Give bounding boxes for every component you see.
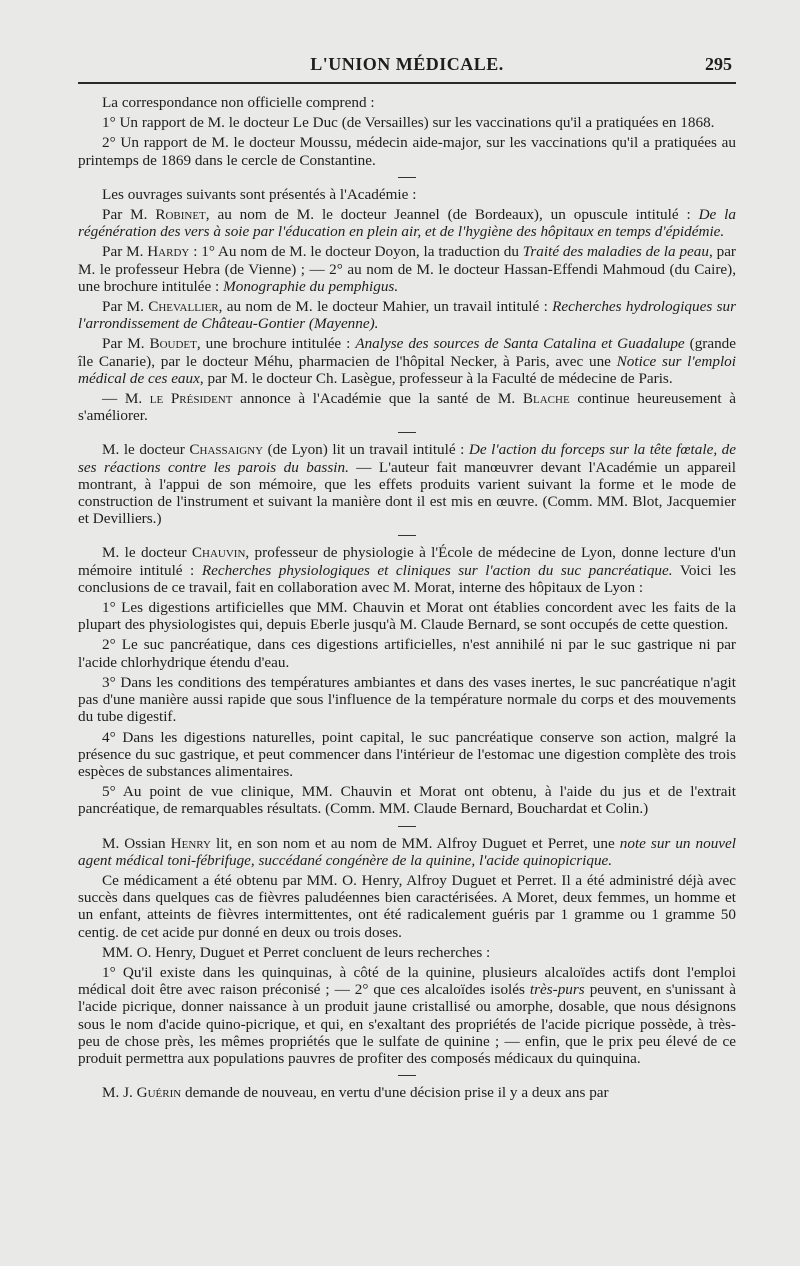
section-separator <box>398 535 416 536</box>
paragraph: MM. O. Henry, Duguet et Perret concluent de leurs recherches : <box>102 943 491 961</box>
body-text <box>78 94 736 1101</box>
work-title: Recherches hydrologiques sur l'arrondissement de Château-Gontier (Mayenne). <box>78 298 736 333</box>
author-name: Boudet <box>149 335 197 353</box>
paragraph: 4° Dans les digestions naturelles, point capital, le suc pancréatique conserve son action, malgré la présence du suc gastrique, et peut commencer dans l'intérieur de l'estomac une digestion complète des trois espèces de substances alimentaires. <box>78 728 736 780</box>
author-name: Chevallier <box>148 298 219 316</box>
paragraph: M. le docteur Chauvin, professeur de physiologie à l'École de médecine de Lyon, donne lecture d'un mémoire intitulé : Recherches physiologiques et cliniques sur l'action du suc pancréatique. Voici les conclusions de ce travail, fait en collaboration avec M. Morat, interne des hôpitaux de Lyon : <box>78 544 736 596</box>
paragraph: 1° Qu'il existe dans les quinquinas, à côté de la quinine, plusieurs alcaloïdes actifs dont l'emploi médical doit être avec raison préconisé ; — 2° que ces alcaloïdes isolés très-purs peuvent, en s'unissant à l'acide picrique, donner naissance à un produit jaune cristallisé ou amorphe, dosable, que nous désignons sous le nom d'acide quino-picrique, et qui, en s'exaltant des propriétés de l'acide picrique possède, à très-peu de chose près, les mêmes propriétés que le sulfate de quinine ; — enfin, que le prix peu élevé de ce produit permettra aux populations pauvres de profiter des composés médicaux du quinquina. <box>78 963 736 1067</box>
paragraph: M. Ossian Henry lit, en son nom et au nom de MM. Alfroy Duguet et Perret, une note sur un nouvel agent médical toni-fébrifuge, succédané congénère de la quinine, l'acide quinopicrique. <box>78 834 737 869</box>
author-name: Chassaigny <box>189 441 264 459</box>
paragraph: M. J. Guérin demande de nouveau, en vertu d'une décision prise il y a deux ans par <box>102 1084 609 1102</box>
paragraph: Les ouvrages suivants sont présentés à l'Académie : <box>102 185 417 203</box>
work-title: Analyse des sources de Santa Catalina et Guadalupe <box>355 335 685 353</box>
paragraph: 2° Un rapport de M. le docteur Moussu, médecin aide-major, sur les vaccinations qu'il a pratiquées au printemps de 1869 dans le cercle de Constantine. <box>78 134 736 169</box>
author-name: le Président <box>149 390 233 408</box>
author-name: Hardy <box>147 243 190 261</box>
paragraph: Par M. Boudet, une brochure intitulée : Analyse des sources de Santa Catalina et Guadalupe (grande île Canarie), par le docteur Méhu, pharmacien de l'hôpital Necker, à Paris, avec une Notice sur l'emploi médical de ces eaux, par M. le docteur Ch. Lasègue, professeur à la Faculté de médecine de Paris. <box>78 335 737 387</box>
paragraph: Par M. Robinet, au nom de M. le docteur Jeannel (de Bordeaux), un opuscule intitulé : De la régénération des vers à soie par l'éducation en plein air, et de l'hygiène des hôpitaux en temps d'épidémie. <box>78 206 736 241</box>
paragraph: M. le docteur Chassaigny (de Lyon) lit un travail intitulé : De l'action du forceps sur la tête fœtale, de ses réactions contre les parois du bassin. — L'auteur fait manœuvrer devant l'Académie un appareil montrant, à l'appui de son mémoire, que les effets produits varient suivant la forme et le mode de construction de l'instrument et suivant la manière dont il est mis en œuvre. (Comm. MM. Blot, Jacquemier et Devilliers.) <box>78 441 736 528</box>
paragraph: 1° Un rapport de M. le docteur Le Duc (de Versailles) sur les vaccinations qu'il a pratiquées en 1868. <box>102 114 715 132</box>
author-name: Henry <box>170 834 211 852</box>
work-title: Notice sur l'emploi médical de ces eaux <box>78 352 736 387</box>
work-title: Recherches physiologiques et cliniques sur l'action du suc pancréatique. <box>201 561 673 579</box>
paragraph: Ce médicament a été obtenu par MM. O. Henry, Alfroy Duguet et Perret. Il a été administré déjà avec succès dans quelques cas de fièvres paludéennes bien caractérisées. A Moret, deux femmes, un homme et un enfant, atteints de fièvres intermittentes, ont été radicalement guéris par 1 gramme ou 1 gramme 50 centig. de cet acide pur donné en deux ou trois doses. <box>78 871 736 941</box>
section-separator <box>398 1075 416 1076</box>
work-title: De la régénération des vers à soie par l'éducation en plein air, et de l'hygiène des hôpitaux en temps d'épidémie. <box>78 206 736 241</box>
page-number: 295 <box>705 54 732 74</box>
section-separator <box>398 432 416 433</box>
journal-title: L'UNION MÉDICALE. <box>310 54 504 74</box>
section-separator <box>398 177 416 178</box>
emphasis: très-purs <box>529 981 585 999</box>
paragraph: 5° Au point de vue clinique, MM. Chauvin et Morat ont obtenu, à l'aide du jus et de l'extrait pancréatique, de remarquables résultats. (Comm. MM. Claude Bernard, Bouchardat et Colin.) <box>78 783 736 818</box>
section-separator <box>398 826 416 827</box>
paragraph: 3° Dans les conditions des températures ambiantes et dans des vases inertes, le suc pancréatique n'agit pas d'une manière aussi rapide que sous l'influence de la température normale du corps et des mouvements du tube digestif. <box>78 673 736 726</box>
work-title: Traité des maladies de la peau <box>522 243 709 261</box>
paragraph: Par M. Hardy : 1° Au nom de M. le docteur Doyon, la traduction du Traité des maladies de la peau, par M. le professeur Hebra (de Vienne) ; — 2° au nom de M. le docteur Hassan-Effendi Mahmoud (du Caire), une brochure intitulée : Monographie du pemphigus. <box>78 243 736 295</box>
paragraph: 1° Les digestions artificielles que MM. Chauvin et Morat ont établies concordent avec les faits de la plupart des physiologistes qui, depuis Eberle jusqu'à M. Claude Bernard, se sont occupés de cette question. <box>78 599 736 634</box>
paragraph: — M. le Président annonce à l'Académie que la santé de M. Blache continue heureusement à s'améliorer. <box>78 390 736 425</box>
paragraph: Par M. Chevallier, au nom de M. le docteur Mahier, un travail intitulé : Recherches hydrologiques sur l'arrondissement de Château-Gontier (Mayenne). <box>78 298 736 333</box>
paragraph: La correspondance non officielle comprend : <box>102 94 375 111</box>
work-title: Monographie du pemphigus. <box>223 277 399 295</box>
work-title: note sur un nouvel agent médical toni-fébrifuge, succédané congénère de la quinine, l'acide quinopicrique. <box>78 834 737 869</box>
running-head <box>78 54 736 84</box>
paragraph: 2° Le suc pancréatique, dans ces digestions artificielles, n'est annihilé ni par le suc gastrique ni par l'acide chlorhydrique étendu d'eau. <box>78 636 736 671</box>
author-name: Robinet <box>155 206 206 224</box>
author-name: Chauvin <box>191 544 246 562</box>
author-name: Blache <box>522 390 570 408</box>
work-title: De l'action du forceps sur la tête fœtale, de ses réactions contre les parois du bassin. <box>78 441 736 476</box>
author-name: Guérin <box>136 1084 182 1102</box>
